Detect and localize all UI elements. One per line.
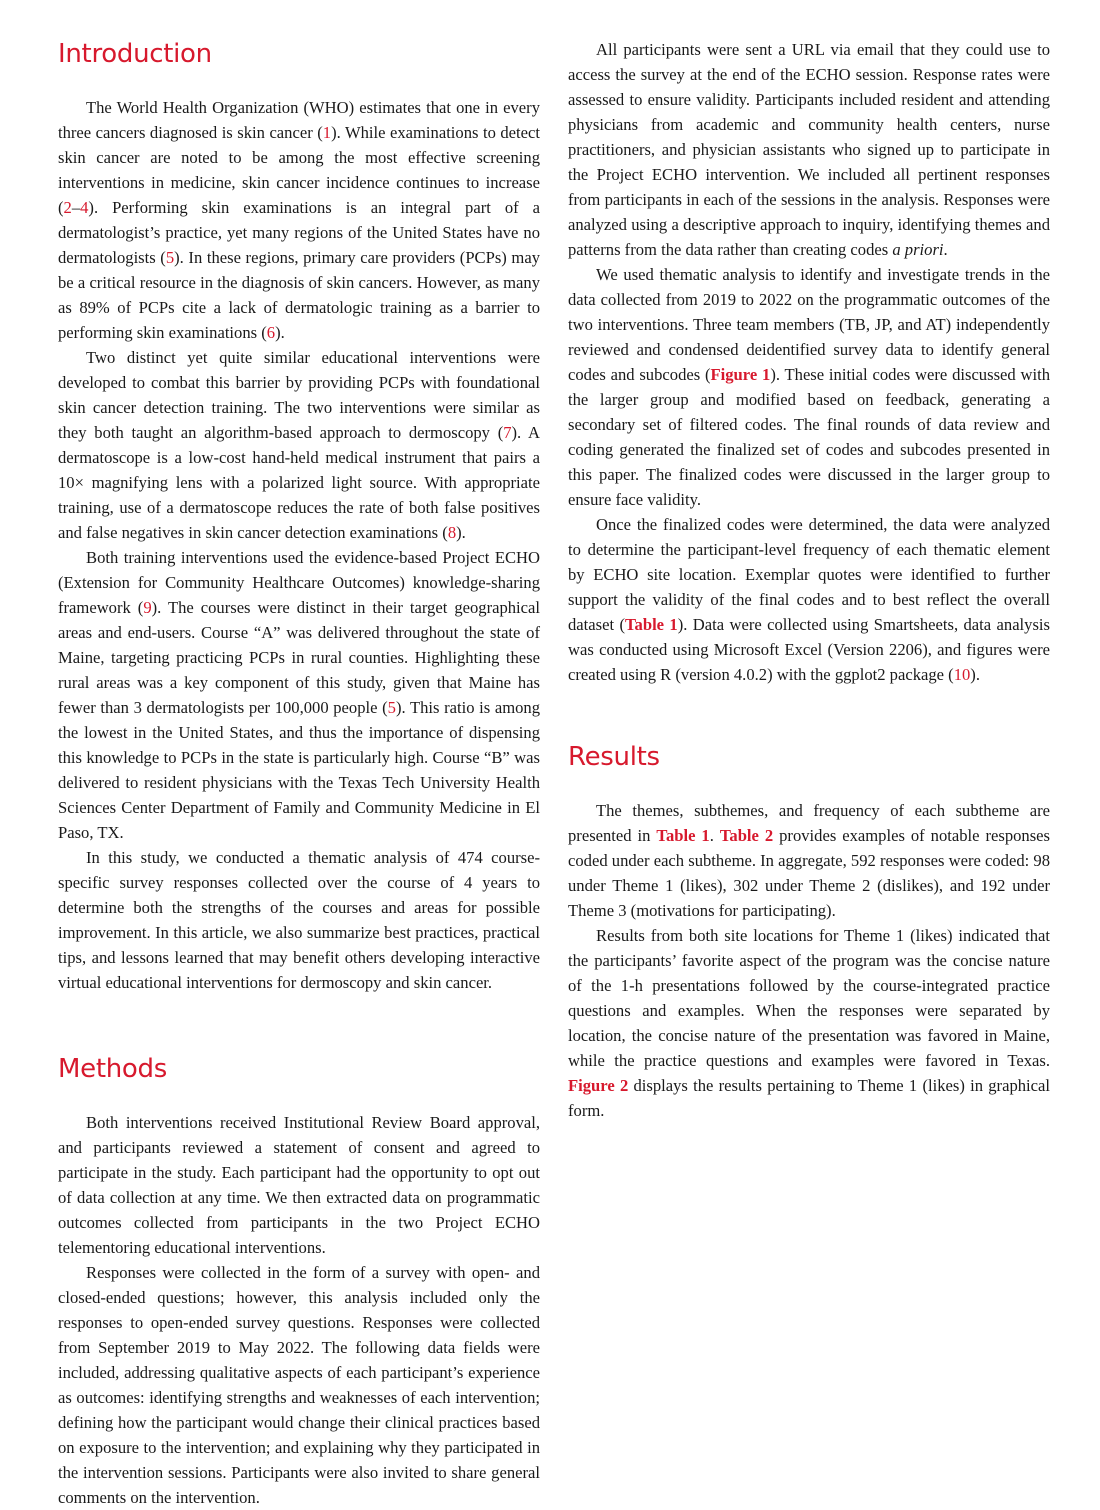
- right-column: [568, 37, 1050, 1123]
- methods-paragraph-4: [568, 262, 1050, 512]
- text: ). In these regions, primary care providers (PCPs) may be a critical resource in the diagnosis of skin cancers. However, as many as 89% of PCPs cite a lack of dermatologic training as a barrier to performing skin examinations (: [58, 248, 540, 342]
- methods-paragraph-1: Both interventions received Institutional Review Board approval, and participants reviewed a statement of consent and agreed to participate in the study. Each participant had the opportunity to opt out of data collection at any time. We then extracted data on programmatic outcomes collected from participants in the two Project ECHO telementoring educational interventions.: [58, 1113, 540, 1257]
- text: The World Health Organization (WHO) estimates that one in every three cancers diagnosed is skin cancer (: [58, 98, 540, 142]
- methods-paragraph-2: Responses were collected in the form of a survey with open- and closed-ended questions; however, this analysis included only the responses to open-ended survey questions. Responses were collected from September 2019 to May 2022. The following data fields were included, addressing qualitative aspects of each participant’s experience as outcomes: identifying strengths and weaknesses of each intervention; defining how the participant would change their clinical practices based on exposure to the intervention; and explaining why they participated in the intervention sessions. Participants were also invited to share general comments on the intervention.: [58, 1263, 540, 1507]
- text: ). This ratio is among the lowest in the United States, and thus the importance of dispensing this knowledge to PCPs in the state is particularly high. Course “B” was delivered to resident physicians with the Texas Tech University Health Sciences Center Department of Family and Community Medicine in El Paso, TX.: [58, 698, 540, 842]
- results-heading: Results: [568, 742, 660, 772]
- citation-link[interactable]: 6: [266, 323, 276, 342]
- citation-link[interactable]: 1: [322, 123, 332, 142]
- text: Both training interventions used the evidence-based Project ECHO (Extension for Community Healthcare Outcomes) knowledge-sharing framework (: [58, 548, 540, 617]
- methods-heading: Methods: [58, 1054, 167, 1084]
- citation-link[interactable]: 7: [503, 423, 512, 442]
- table-1-link[interactable]: Table 1: [656, 826, 710, 845]
- text: The themes, subthemes, and frequency of each subtheme are presented in: [568, 801, 1050, 845]
- text: ). A dermatoscope is a low-cost hand-held medical instrument that pairs a 10× magnifying lens with a polarized light source. With appropriate training, use of a dermatoscope reduces the rate of both false positives and false negatives in skin cancer detection examinations (: [58, 423, 541, 542]
- text: ).: [970, 665, 980, 684]
- citation-link[interactable]: 5: [165, 248, 175, 267]
- text: ). These initial codes were discussed with the larger group and modified based on feedback, generating a secondary set of filtered codes. The final rounds of data review and coding generated the finalized set of codes and subcodes presented in this paper. The finalized codes were discussed in the larger group to ensure face validity.: [568, 365, 1050, 509]
- citation-link[interactable]: 5: [387, 698, 396, 717]
- results-paragraph-1: [568, 798, 1050, 923]
- citation-link[interactable]: 10: [953, 665, 971, 684]
- figure-2-link[interactable]: Figure 2: [568, 1076, 629, 1095]
- citation-link[interactable]: 4: [80, 198, 89, 217]
- text: ). Performing skin examinations is an integral part of a dermatologist’s practice, yet many regions of the United States have no dermatologists (: [58, 198, 540, 267]
- emphasis-text: a priori: [892, 240, 944, 259]
- text: ). The courses were distinct in their target geographical areas and end-users. Course “A” was delivered throughout the state of Maine, targeting practicing PCPs in rural counties. Highlighting these rural areas was a key component of this study, given that Maine has fewer than 3 dermatologists per 100,000 people (: [58, 598, 541, 717]
- text: Once the finalized codes were determined, the data were analyzed to determine the participant-level frequency of each thematic element by ECHO site location. Exemplar quotes were identified to further support the validity of the final codes and to best reflect the overall dataset (: [568, 515, 1050, 634]
- citation-link[interactable]: 8: [447, 523, 457, 542]
- text: ). Data were collected using Smartsheets, data analysis was conducted using Microsoft Excel (Version 2206), and figures were created using R (version 4.0.2) with the ggplot2 package (: [568, 615, 1050, 684]
- intro-paragraph-3: [58, 545, 540, 845]
- intro-paragraph-1: [58, 95, 540, 345]
- text: Two distinct yet quite similar educational interventions were developed to combat this barrier by providing PCPs with foundational skin cancer detection training. The two interventions were similar as they both taught an algorithm-based approach to dermoscopy (: [58, 348, 540, 442]
- citation-link[interactable]: 9: [143, 598, 152, 617]
- intro-paragraph-2: [58, 345, 540, 545]
- table-1-link[interactable]: Table 1: [625, 615, 678, 634]
- text: All participants were sent a URL via email that they could use to access the survey at the end of the ECHO session. Response rates were assessed to ensure validity. Participants included resident and attending physicians from academic and community health centers, nurse practitioners, and physician assistants who signed up to participate in the Project ECHO intervention. We included all pertinent responses from participants in each of the sessions in the analysis. Responses were analyzed using a descriptive approach to inquiry, identifying themes and patterns from the data rather than creating codes: [568, 40, 1050, 259]
- text: ).: [275, 323, 285, 342]
- results-paragraph-2: [568, 923, 1050, 1123]
- text: .: [709, 826, 720, 845]
- left-column: [58, 0, 540, 1510]
- citation-link[interactable]: 2: [63, 198, 72, 217]
- text: Results from both site locations for Theme 1 (likes) indicated that the participants’ favorite aspect of the program was the concise nature of the 1-h presentations followed by the course-integrated practice questions and examples. When the responses were separated by location, the concise nature of the presentation was favored in Maine, while the practice questions and examples were favored in Texas.: [568, 926, 1050, 1070]
- figure-1-link[interactable]: Figure 1: [710, 365, 771, 384]
- text: provides examples of notable responses coded under each subtheme. In aggregate, 592 responses were coded: 98 under Theme 1 (likes), 302 under Theme 2 (dislikes), and 192 under Theme 3 (motivations for participating).: [568, 826, 1050, 920]
- table-2-link[interactable]: Table 2: [719, 826, 774, 845]
- text: We used thematic analysis to identify and investigate trends in the data collected from 2019 to 2022 on the programmatic outcomes of the two interventions. Three team members (TB, JP, and AT) independently reviewed and condensed deidentified survey data to identify general codes and subcodes (: [568, 265, 1050, 384]
- text: ).: [456, 523, 466, 542]
- text: .: [943, 240, 948, 259]
- introduction-heading: Introduction: [58, 39, 212, 69]
- methods-paragraph-5: [568, 512, 1050, 687]
- text: displays the results pertaining to Theme 1 (likes) in graphical form.: [568, 1076, 1050, 1120]
- intro-paragraph-4: In this study, we conducted a thematic analysis of 474 course-specific survey responses collected over the course of 4 years to determine both the strengths of the courses and areas for possible improvement. In this article, we also summarize best practices, practical tips, and lessons learned that may benefit others developing interactive virtual educational interventions for dermoscopy and skin cancer.: [58, 848, 540, 992]
- text: ). While examinations to detect skin cancer are noted to be among the most effective screening interventions in medicine, skin cancer incidence continues to increase (: [58, 123, 540, 217]
- text: –: [71, 198, 81, 217]
- methods-paragraph-3: [568, 37, 1050, 262]
